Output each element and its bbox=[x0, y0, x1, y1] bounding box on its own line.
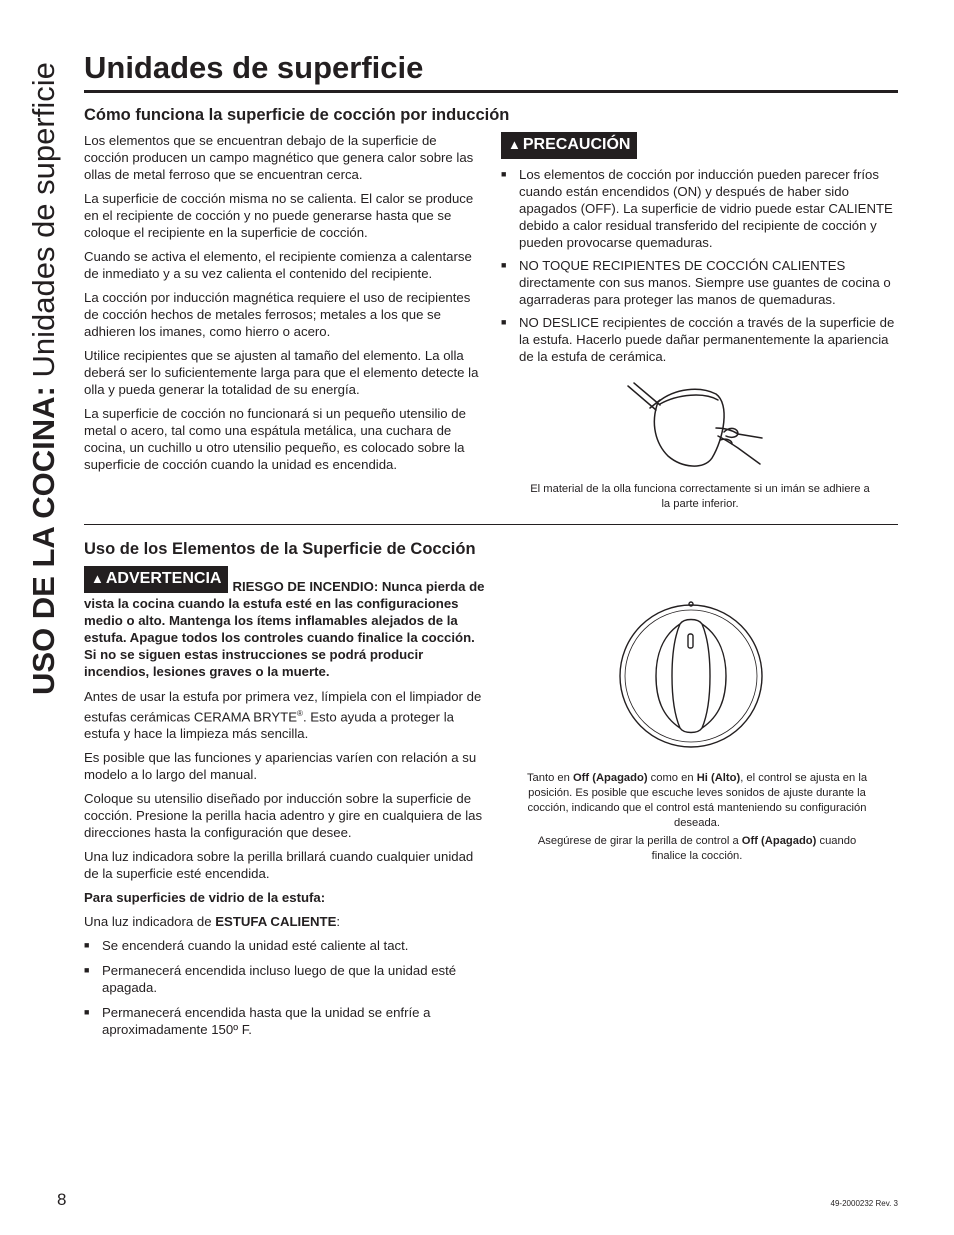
sidebar-normal: Unidades de superficie bbox=[26, 62, 61, 387]
paragraph: Coloque su utensilio diseñado por inducción sobre la superficie de cocción. Presione la perilla hacia adentro y gire en cualquiera de las direcciones hasta la configuración que desee. bbox=[84, 791, 483, 841]
sidebar-section-label bbox=[28, 62, 59, 695]
paragraph: La superficie de cocción no funcionará si un pequeño utensilio de metal o acero, tal como una espátula metálica, una cuchara de cocina, un cuchillo u otro utensilio pequeño, es colocado sobre la superficie de cocción cuando la unidad es encendida. bbox=[84, 406, 466, 472]
paragraph: Utilice recipientes que se ajusten al tamaño del elemento. La olla deberá ser lo suficientemente larga para que el elemento detecte la olla y pueda generar la totalidad de su energía. bbox=[84, 348, 479, 397]
section-divider bbox=[84, 524, 898, 525]
caption-text: , el control se ajusta en la posición. Es posible que escuche leves sonidos de ajuste durante la cocción, indicando que el control está manteniendo su configuración deseada. bbox=[527, 772, 868, 829]
registered-mark: ® bbox=[297, 709, 303, 718]
list-item: ■ Permanecerá encendida incluso luego de que la unidad esté apagada. bbox=[84, 962, 488, 996]
caution-list bbox=[501, 166, 901, 365]
list-item: ■ NO TOQUE RECIPIENTES DE COCCIÓN CALIENTES directamente con sus manos. Siempre use guantes de cocina o agarraderas para proteger las manos de quemaduras. bbox=[501, 257, 901, 308]
indicator-bold: ESTUFA CALIENTE bbox=[215, 914, 337, 930]
warning-triangle-icon: ▲ bbox=[508, 137, 521, 152]
caption-hi: Hi (Alto) bbox=[696, 772, 741, 784]
paragraph: Cuando se activa el elemento, el recipiente comienza a calentarse de inmediato y a su vez calienta el contenido del recipiente. bbox=[84, 249, 472, 281]
warning-label: ADVERTENCIA bbox=[105, 570, 222, 587]
sidebar-bold: USO DE LA COCINA: bbox=[26, 386, 61, 695]
hot-indicator-list bbox=[84, 937, 488, 1038]
indicator-colon: : bbox=[336, 914, 341, 930]
knob-caption bbox=[524, 771, 870, 864]
warning-triangle-icon: ▲ bbox=[91, 571, 104, 586]
list-item: ■ NO DESLICE recipientes de cocción a través de la superficie de la estufa. Hacerlo puede dañar permanentemente la apariencia de la estufa de cerámica. bbox=[501, 314, 901, 365]
section1-heading: Cómo funciona la superficie de cocción por inducción bbox=[84, 106, 510, 124]
warning-text: RIESGO DE INCENDIO: Nunca pierda de vista la cocina cuando la estufa esté en las configuraciones medio o alto. Mantenga los ítems inflamables alejados de la estufa. Apague todos los controles cuando finalice la cocción. Si no se siguen estas instrucciones se podrá producir incendios, lesiones graves o la muerte. bbox=[84, 579, 485, 679]
paragraph bbox=[84, 688, 488, 742]
knob-caption-line1 bbox=[524, 771, 870, 831]
caption-off: Off (Apagado) bbox=[741, 835, 817, 847]
indicator-line bbox=[84, 913, 488, 930]
caption-off: Off (Apagado) bbox=[572, 772, 648, 784]
page-number: 8 bbox=[57, 1190, 67, 1209]
warning-badge bbox=[84, 566, 228, 593]
section1-left-column bbox=[84, 132, 482, 480]
caption-text: como en bbox=[647, 772, 697, 784]
knob-caption-line2 bbox=[524, 834, 870, 864]
caption-text: Asegúrese de girar la perilla de control a bbox=[537, 835, 742, 847]
caption-text: Tanto en bbox=[526, 772, 573, 784]
paragraph: Los elementos que se encuentran debajo de la superficie de cocción producen un campo magnético que genera calor sobre las ollas de metal ferroso que se encuentran cerca. bbox=[84, 133, 474, 182]
list-item: ■ Los elementos de cocción por inducción pueden parecer fríos cuando están encendidos (ON) y después de haber sido apagados (OFF). La superficie de vidrio puede estar CALIENTE debido a calor residual transferido del recipiente de cocción y pueden provocarse quemaduras. bbox=[501, 166, 901, 251]
list-item: ■ Permanecerá encendida hasta que la unidad se enfríe a aproximadamente 150º F. bbox=[84, 1004, 488, 1038]
paragraph: La superficie de cocción misma no se calienta. El calor se produce en el recipiente de cocción y no puede generarse hasta que se coloque el recipiente en la superficie de cocción. bbox=[84, 191, 474, 240]
paragraph: Una luz indicadora sobre la perilla brillará cuando cualquier unidad de la superficie esté encendida. bbox=[84, 849, 474, 882]
section2-heading: Uso de los Elementos de la Superficie de Cocción bbox=[84, 540, 476, 558]
control-knob-illustration bbox=[618, 598, 764, 750]
list-item: ■ Se encenderá cuando la unidad esté caliente al tact. bbox=[84, 937, 488, 954]
caution-box bbox=[501, 132, 901, 371]
caption-text: cuando finalice la cocción. bbox=[651, 835, 857, 862]
indicator-text: Una luz indicadora de bbox=[84, 914, 216, 930]
warning-paragraph bbox=[84, 566, 488, 680]
paragraph: Es posible que las funciones y apariencias varíen con relación a su modelo a lo largo del manual. bbox=[84, 750, 477, 783]
document-code: 49-2000232 Rev. 3 bbox=[830, 1199, 898, 1208]
section2-left-column bbox=[84, 566, 488, 1044]
paragraph: La cocción por inducción magnética requiere el uso de recipientes de cocción hechos de metales ferrosos; metales a los que se adhieren los imanes, como hierro o acero. bbox=[84, 290, 471, 339]
caution-label: PRECAUCIÓN bbox=[522, 136, 631, 153]
pot-caption: El material de la olla funciona correctamente si un imán se adhiere a la parte inferior. bbox=[530, 483, 870, 510]
page-title: Unidades de superficie bbox=[84, 50, 424, 85]
pot-magnet-illustration bbox=[620, 380, 780, 476]
paragraph-text: Antes de usar la estufa por primera vez, límpiela con el limpiador de estufas cerámicas CERAMA BRYTE bbox=[84, 689, 482, 725]
glass-heading: Para superficies de vidrio de la estufa: bbox=[84, 890, 326, 906]
caution-badge bbox=[501, 132, 637, 159]
paragraph-text: . Esto ayuda a proteger la estufa y hace la limpieza más sencilla. bbox=[84, 709, 454, 742]
title-rule bbox=[84, 90, 898, 93]
